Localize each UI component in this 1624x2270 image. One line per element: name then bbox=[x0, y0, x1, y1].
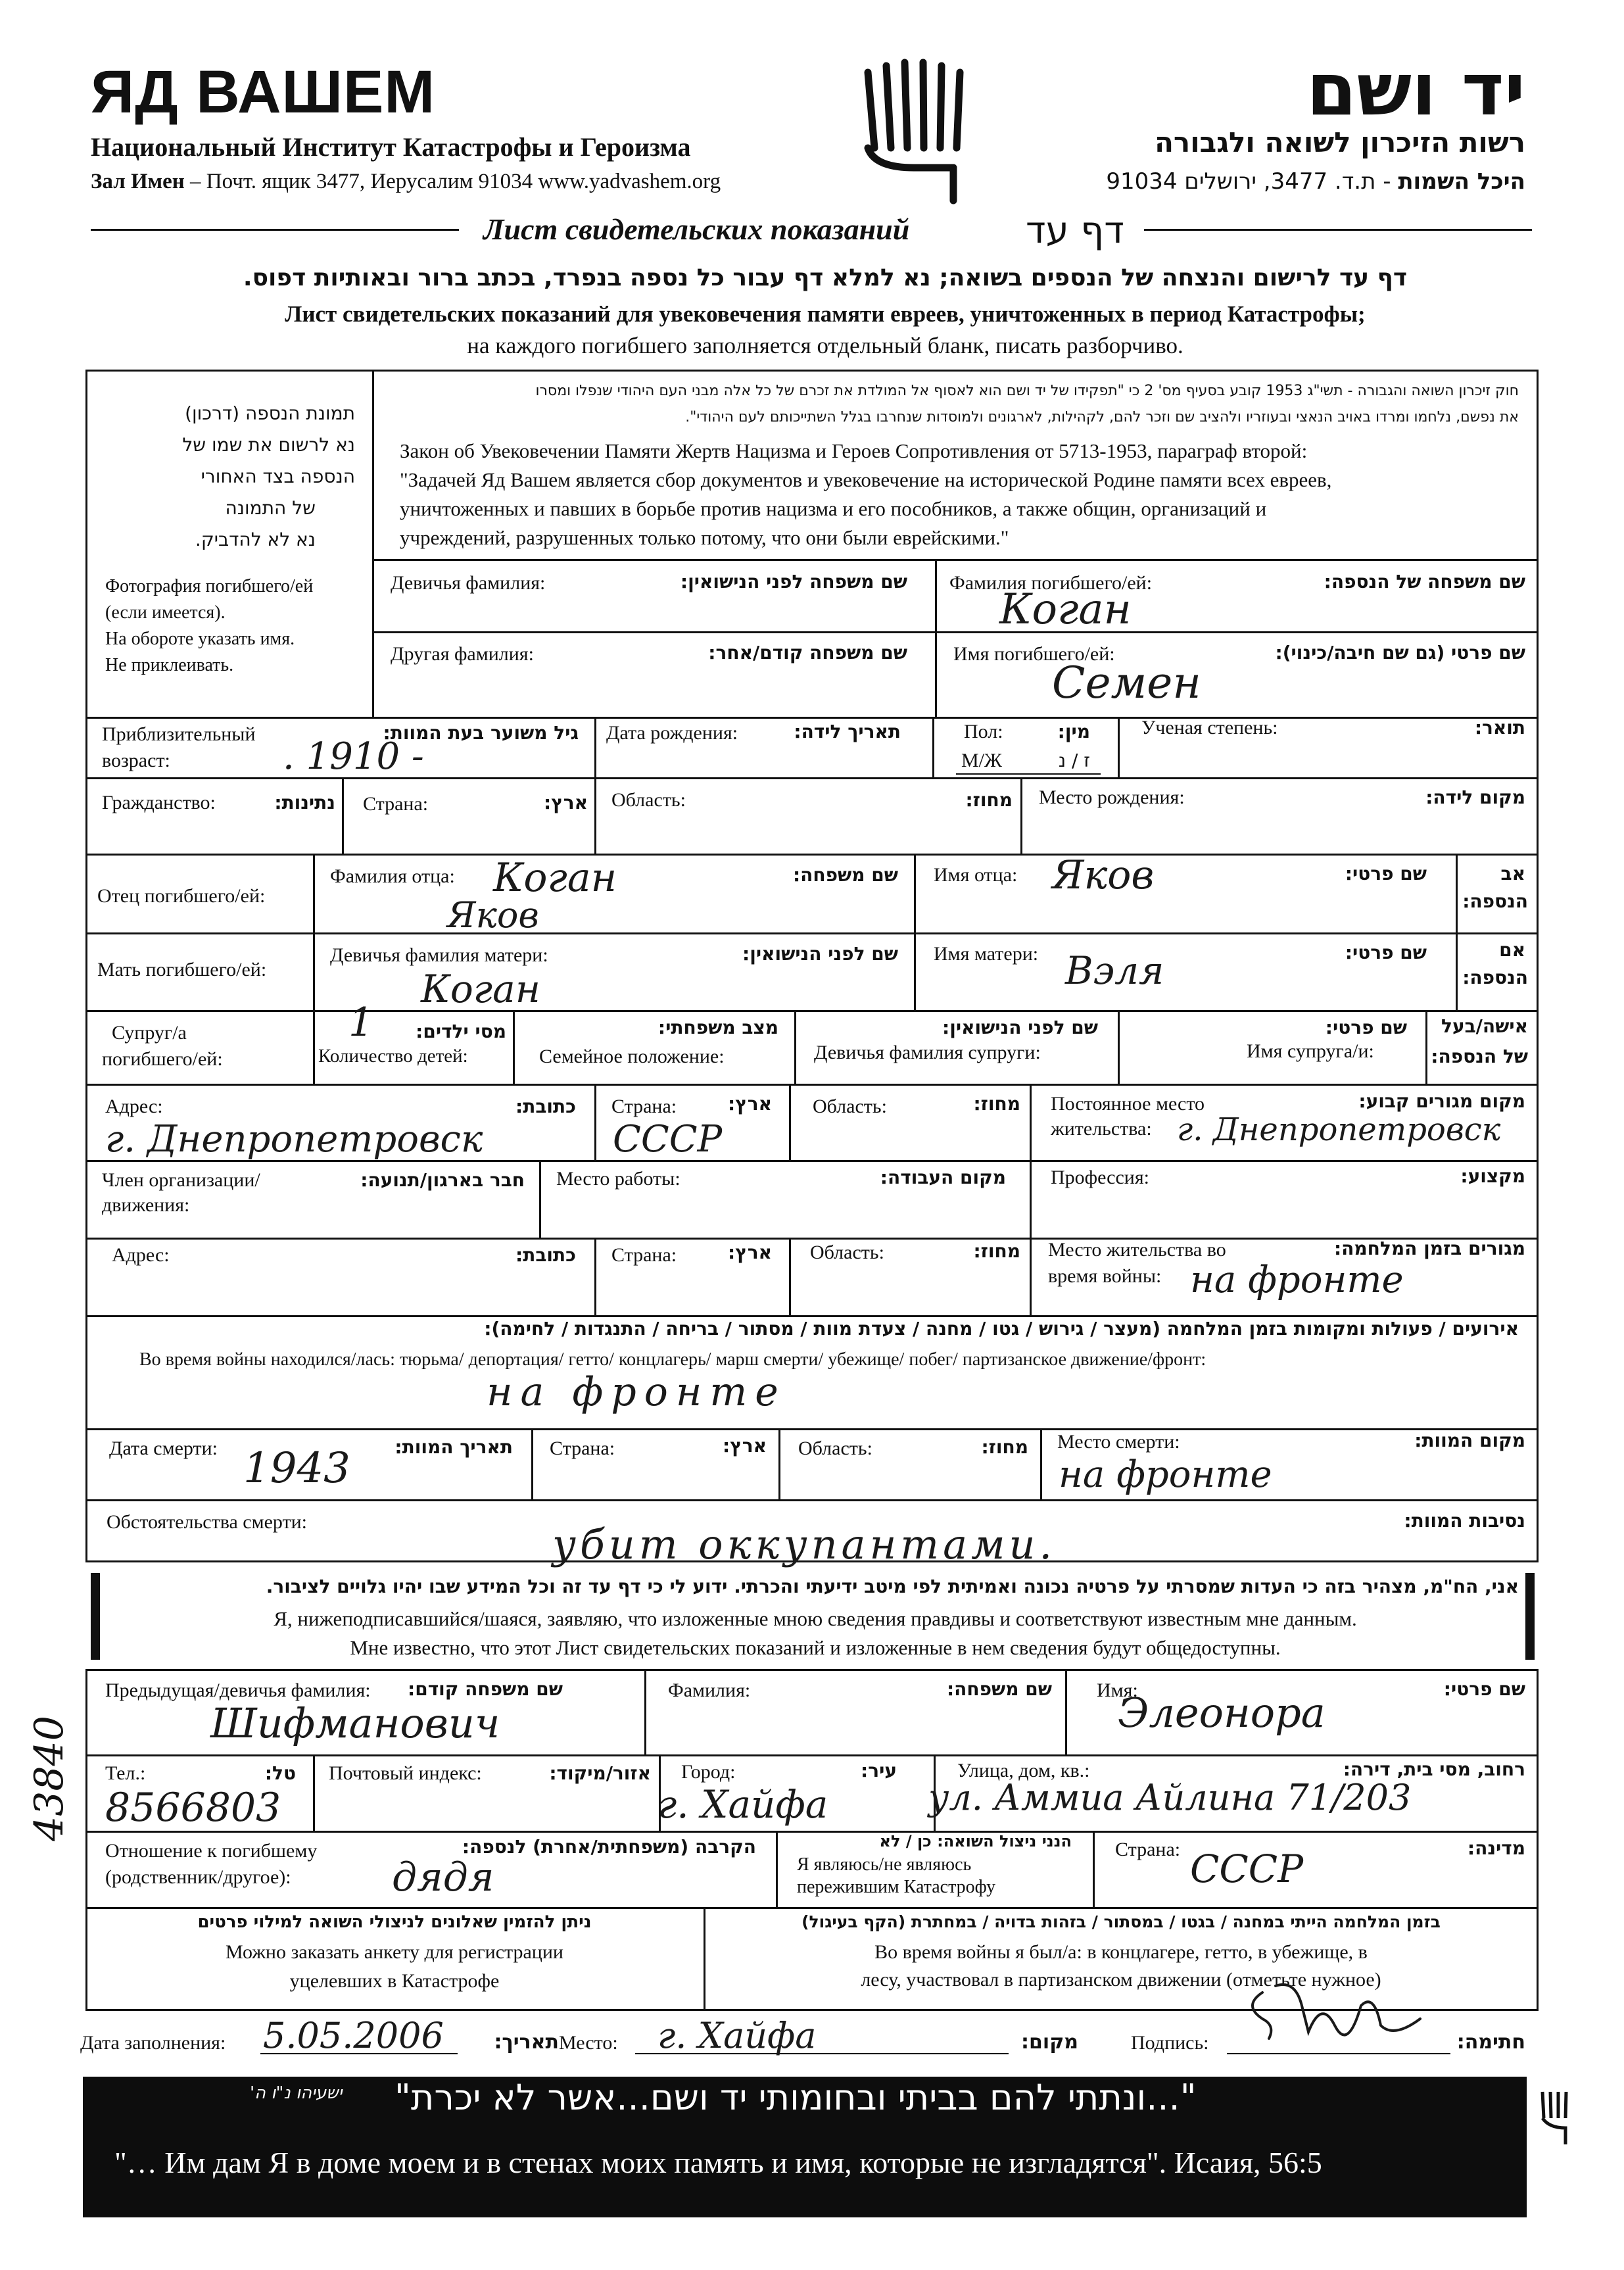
he-title: יד ושם bbox=[1306, 47, 1525, 132]
death-date-label-he: תאריך המוות: bbox=[394, 1436, 513, 1458]
rule-sub-row2 bbox=[85, 1754, 1539, 1756]
death-date-label: Дата смерти: bbox=[109, 1437, 218, 1459]
declaration-ru-1: Я, нижеподписавшийся/шаяся, заявляю, что изложенные мною сведения правдивы и соответствуют известным мне данным. bbox=[274, 1607, 1357, 1630]
surname-value[interactable]: Коган bbox=[999, 585, 1132, 634]
ru-instruction-1: Лист свидетельских показаний для увековечения памяти евреев, уничтоженных в период Катастрофы; bbox=[285, 301, 1366, 327]
he-instruction: דף עד לרישום והנצחה של הנספים בשואה; נא למלא דף עבור כל נספה בנפרד, בכתב ברור ובאותיות דפוס. bbox=[243, 264, 1408, 291]
age-div-2 bbox=[932, 717, 934, 777]
war-country-label: Страна: bbox=[611, 1244, 677, 1266]
workplace-label-he: מקום העבודה: bbox=[880, 1167, 1006, 1188]
zip-label-he: אזור/מיקוד: bbox=[549, 1762, 651, 1784]
order-note-he: ניתן להזמין שאלונים לניצולי השואה למילוי פרטים bbox=[197, 1912, 592, 1932]
law-ru-2: "Задачей Яд Вашем является сбор документов и увековечение на исторической Родине памяти всех евреев, bbox=[400, 468, 1332, 491]
circumstances-label-he: נסיבות המוות: bbox=[1404, 1510, 1525, 1532]
tel-value[interactable]: 8566803 bbox=[105, 1785, 281, 1831]
residence-label-he: מקום מגורים קבוע: bbox=[1358, 1090, 1525, 1112]
war-residence-value[interactable]: на фронте bbox=[1190, 1259, 1404, 1301]
submitter-country-label: Страна: bbox=[1115, 1839, 1181, 1860]
age-label-he: גיל משוער בעת המוות: bbox=[383, 722, 579, 744]
rule-spouse-top bbox=[85, 1010, 1539, 1012]
organization-label-he: חבר בארגון/תנועה: bbox=[360, 1169, 525, 1191]
war-country-label-he: ארץ: bbox=[728, 1242, 772, 1263]
age-div-1 bbox=[594, 717, 596, 777]
residence-label-2: жительства: bbox=[1051, 1118, 1152, 1140]
rule-org-top bbox=[85, 1160, 1539, 1162]
mother-maiden-value[interactable]: Коган bbox=[421, 967, 540, 1011]
street-label: Улица, дом, кв.: bbox=[957, 1760, 1090, 1781]
rule-names-top bbox=[372, 559, 1539, 561]
marital-label: Семейное положение: bbox=[539, 1046, 725, 1067]
submitter-surname-label: Фамилия: bbox=[668, 1679, 751, 1701]
age-value[interactable]: . 1910 - bbox=[283, 735, 424, 778]
city-label: Город: bbox=[681, 1761, 736, 1783]
organization-label-2: движения: bbox=[102, 1194, 190, 1216]
death-country-label: Страна: bbox=[550, 1437, 615, 1459]
signature-label-he: חתימה: bbox=[1456, 2031, 1525, 2054]
mother-maiden-label: Девичья фамилия матери: bbox=[330, 944, 548, 966]
footer-ru-quote: "… Им дам Я в доме моем и в стенах моих память и имя, которые не изгладятся". Исаия, 56:5 bbox=[114, 2146, 1322, 2179]
children-label: Количество детей: bbox=[318, 1046, 468, 1067]
fill-date-value[interactable]: 5.05.2006 bbox=[263, 2015, 444, 2056]
rule-death-top bbox=[85, 1428, 1539, 1430]
signature-label: Подпись: bbox=[1131, 2032, 1209, 2054]
rule-mother-top bbox=[85, 932, 1539, 934]
order-note-2: уцелевших в Катастрофе bbox=[289, 1970, 500, 1992]
footer-he-quote: "...ונתתי להם בביתי ובחומותי יד ושם...אשר לא יכרת" bbox=[394, 2077, 1197, 2118]
events-value[interactable]: на фронте bbox=[487, 1369, 786, 1415]
children-value[interactable]: 1 bbox=[348, 1000, 374, 1046]
address-country-label-he: ארץ: bbox=[728, 1093, 772, 1115]
tel-label: Тел.: bbox=[105, 1762, 146, 1784]
sub-div-1 bbox=[644, 1669, 646, 1754]
relation-value[interactable]: дядя bbox=[392, 1854, 494, 1900]
relation-label-1: Отношение к погибшему bbox=[105, 1840, 318, 1862]
org-div-1 bbox=[539, 1160, 541, 1238]
events-label-he: אירועים / פעולות ומקומות בזמן המלחמה (מעצר / גירוש / גטו / מחנה / צעדת מוות / מסתור / בריחה / התנגדות / לחימה): bbox=[484, 1318, 1519, 1340]
zip-label: Почтовый индекс: bbox=[329, 1762, 482, 1784]
photo-ru-3: На обороте указать имя. bbox=[105, 629, 295, 649]
ru-instruction-2: на каждого погибшего заполняется отдельный бланк, писать разборчиво. bbox=[467, 333, 1183, 358]
submitter-prev-value[interactable]: Шифманович bbox=[210, 1699, 500, 1747]
address-country-label: Страна: bbox=[611, 1096, 677, 1117]
fill-place-value[interactable]: г. Хайфа bbox=[657, 2015, 817, 2056]
declaration-he: אני, הח"מ, מצהיר בזה כי העדות שמסרתי על פרטיה נכונה ואמיתית לפי מיטב ידיעתי והכרתי. ידוע לי כי דף עד זה וכל המידע שבו יהיו גלויים לציבור. bbox=[266, 1576, 1519, 1597]
rule-waraddr-top bbox=[85, 1238, 1539, 1240]
signature-mark[interactable] bbox=[1236, 1966, 1433, 2065]
city-label-he: עיר: bbox=[861, 1760, 897, 1781]
yad-vashem-logo bbox=[855, 56, 980, 207]
rule-citizen-top bbox=[85, 777, 1539, 779]
father-he-2: הנספה: bbox=[1462, 890, 1528, 912]
photo-ru-4: Не приклеивать. bbox=[105, 655, 234, 675]
spouse-he-2: של הנספה: bbox=[1431, 1046, 1528, 1067]
war-region-label-he: מחוז: bbox=[973, 1240, 1020, 1262]
sex-options-he[interactable]: ז / נ bbox=[1058, 750, 1090, 771]
waraddr-div-1 bbox=[594, 1238, 596, 1315]
photo-ru-1: Фотография погибшего/ей bbox=[105, 576, 314, 596]
surname-label-he: שם משפחה של הנספה: bbox=[1324, 571, 1525, 592]
spouse-name-label-he: שם פרטי: bbox=[1325, 1017, 1407, 1038]
region-label: Область: bbox=[611, 789, 686, 811]
submitter-surname-label-he: שם משפחה: bbox=[946, 1678, 1052, 1700]
mother-maiden-label-he: שם לפני הנישואין: bbox=[742, 943, 898, 965]
circumstances-label: Обстоятельства смерти: bbox=[107, 1511, 307, 1533]
country-label-he: ארץ: bbox=[544, 792, 588, 813]
rule-sub-row4 bbox=[85, 1907, 1539, 1909]
sub-row3-div-2 bbox=[1093, 1831, 1095, 1907]
spouse-div-3 bbox=[794, 1010, 796, 1084]
birthplace-label-he: מקום לידה: bbox=[1425, 786, 1525, 808]
sub-row3-div-1 bbox=[776, 1831, 778, 1907]
surname-label: Фамилия погибшего/ей: bbox=[949, 572, 1153, 594]
small-logo-icon bbox=[1536, 2089, 1575, 2148]
relation-label-2: (родственник/другое): bbox=[105, 1866, 291, 1888]
order-note-1: Можно заказать анкету для регистрации bbox=[226, 1941, 563, 1963]
citizenship-label-he: נתינות: bbox=[274, 792, 335, 813]
sex-options[interactable]: М/Ж bbox=[961, 750, 1002, 771]
firstname-value[interactable]: Семен bbox=[1052, 658, 1201, 708]
submitter-name-value[interactable]: Элеонора bbox=[1118, 1689, 1325, 1737]
photo-he-4: של התמונה bbox=[225, 497, 316, 519]
waraddr-div-2 bbox=[789, 1238, 791, 1315]
spouse-maiden-label-he: שם לפני הנישואין: bbox=[942, 1017, 1098, 1038]
submitter-country-value[interactable]: СССР bbox=[1190, 1847, 1304, 1891]
father-surname-value-2[interactable]: Яков bbox=[447, 894, 539, 936]
maiden-name-label-he: שם משפחה לפני הנישואין: bbox=[680, 571, 907, 592]
ru-address: – Почт. ящик 3477, Иерусалим 91034 www.yadvashem.org bbox=[184, 170, 721, 193]
mother-he-1: אם bbox=[1499, 939, 1525, 961]
mother-name-label: Имя матери: bbox=[934, 943, 1039, 965]
header-rule-left bbox=[91, 229, 459, 231]
fill-place-label: Место: bbox=[559, 2032, 618, 2054]
org-div-2 bbox=[1030, 1160, 1032, 1238]
street-value[interactable]: ул. Аммиа Айлина 71/203 bbox=[928, 1777, 1412, 1818]
rule-father-top bbox=[85, 854, 1539, 856]
region-label-he: מחוז: bbox=[965, 789, 1013, 811]
address-country-value[interactable]: СССР bbox=[613, 1118, 723, 1161]
sex-underline bbox=[956, 773, 1101, 775]
waraddr-div-3 bbox=[1030, 1238, 1032, 1315]
war-address-label: Адрес: bbox=[112, 1244, 170, 1266]
sub-row4-div-1 bbox=[704, 1907, 705, 2011]
citizen-div-1 bbox=[342, 777, 344, 854]
address-div-3 bbox=[1030, 1084, 1032, 1160]
rule-age-top bbox=[85, 717, 1539, 719]
war-address-label-he: כתובת: bbox=[515, 1244, 576, 1266]
ru-institute: Национальный Институт Катастрофы и Героизма bbox=[91, 132, 691, 162]
mother-name-label-he: שם פרטי: bbox=[1345, 942, 1427, 963]
names-divider bbox=[935, 559, 937, 717]
rule-address-top bbox=[85, 1084, 1539, 1086]
law-he-1: חוק זיכרון השואה והגבורה - תשי"ג 1953 קובע בסעיף מס' 2 כי "תפקידו של יד ושם הוא לאסוף אל המולדת את זכרם של כל אלה מבני העם היהודי שנפלו ומסרו bbox=[535, 383, 1519, 399]
ru-form-title: Лист свидетельских показаний bbox=[483, 212, 910, 246]
submitter-prev-label-he: שם משפחה קודם: bbox=[408, 1678, 563, 1700]
workplace-label: Место работы: bbox=[556, 1168, 681, 1190]
war-note-1[interactable]: Во время войны я был/а: в концлагере, гетто, в убежище, в bbox=[874, 1941, 1368, 1963]
tel-label-he: טל: bbox=[264, 1762, 296, 1784]
degree-label-he: תואר: bbox=[1474, 717, 1525, 738]
photo-he-1: תמונת הנספה (דרכון) bbox=[185, 402, 355, 424]
survivor-label-2[interactable]: пережившим Катастрофу bbox=[797, 1877, 996, 1897]
war-region-label: Область: bbox=[810, 1242, 884, 1263]
citizen-div-3 bbox=[1020, 777, 1022, 854]
he-hall-name: היכל השמות bbox=[1398, 168, 1525, 195]
address-region-label: Область: bbox=[813, 1096, 887, 1117]
death-place-label-he: מקום המוות: bbox=[1414, 1430, 1525, 1451]
country-label: Страна: bbox=[363, 793, 429, 815]
footer-he-source: ישעיהו נ"ו ה' bbox=[250, 2083, 343, 2103]
children-label-he: מסי ילדים: bbox=[416, 1021, 506, 1042]
father-name-label-he: שם פרטי: bbox=[1345, 863, 1427, 884]
profession-label: Профессия: bbox=[1051, 1167, 1149, 1188]
declaration-bar-right bbox=[1525, 1573, 1535, 1660]
war-residence-label-2: время войны: bbox=[1048, 1265, 1162, 1287]
fill-date-label: Дата заполнения: bbox=[80, 2032, 226, 2054]
death-region-label: Область: bbox=[798, 1437, 872, 1459]
address-value[interactable]: г. Днепропетровск bbox=[105, 1118, 483, 1161]
age-label-2: возраст: bbox=[102, 750, 170, 771]
death-date-value[interactable]: 1943 bbox=[243, 1444, 350, 1493]
photo-he-2: נא לרשום את שמו של bbox=[182, 434, 355, 456]
photo-divider bbox=[372, 370, 374, 717]
rule-sub-row3 bbox=[85, 1831, 1539, 1833]
mother-name-value[interactable]: Вэля bbox=[1065, 948, 1164, 993]
other-surname-label: Другая фамилия: bbox=[391, 643, 534, 665]
war-note-2[interactable]: лесу, участвовал в партизанском движении (отметьте нужное) bbox=[861, 1969, 1381, 1991]
rule-circ-top bbox=[85, 1499, 1539, 1501]
organization-label-1: Член организации/ bbox=[102, 1169, 260, 1191]
law-ru-3: уничтоженных и павших в борьбе против нацизма и его пособников, а также общин, организаций и bbox=[400, 497, 1267, 520]
law-ru-4: учреждений, разрушенных только потому, что они были еврейскими." bbox=[400, 526, 1009, 549]
degree-label: Ученая степень: bbox=[1141, 717, 1278, 738]
fill-place-label-he: מקום: bbox=[1021, 2031, 1078, 2054]
parents-div-2 bbox=[914, 854, 916, 1010]
law-he-2: את נפשם, נלחמו ומרדו באויב הנאצי ובעוזריו ולהציב שם וזכר להם, לקהילות, לארגונים ולמוסדות שנחרבו בגלל השתייכותם לעם היהודי". bbox=[685, 409, 1519, 425]
residence-value[interactable]: г. Днепропетровск bbox=[1177, 1111, 1501, 1148]
fill-date-label-he: תאריך: bbox=[494, 2031, 559, 2054]
birthdate-label: Дата рождения: bbox=[606, 722, 738, 744]
death-div-2 bbox=[778, 1428, 780, 1499]
address-label: Адрес: bbox=[105, 1096, 163, 1117]
citizen-div-2 bbox=[594, 777, 596, 854]
spouse-div-5 bbox=[1425, 1010, 1427, 1084]
street-label-he: רחוב, מסי בית, דירה: bbox=[1343, 1758, 1525, 1780]
address-div-2 bbox=[789, 1084, 791, 1160]
spouse-div-1 bbox=[313, 1010, 315, 1084]
death-place-value[interactable]: на фронте bbox=[1059, 1453, 1272, 1496]
submitter-country-label-he: מדינה: bbox=[1467, 1837, 1525, 1859]
address-div-1 bbox=[594, 1084, 596, 1160]
sub-row2-div-1 bbox=[313, 1754, 315, 1831]
he-form-title: דף עד bbox=[1026, 209, 1124, 252]
father-name-value[interactable]: Яков bbox=[1052, 852, 1155, 898]
he-authority: רשות הזיכרון לשואה ולגבורה bbox=[1155, 126, 1525, 158]
marital-label-he: מצב משפחתי: bbox=[657, 1017, 778, 1038]
photo-he-5: נא לא להדביק. bbox=[195, 529, 316, 550]
death-place-label: Место смерти: bbox=[1057, 1431, 1180, 1453]
war-note-he: בזמן המלחמה הייתי במחנה / בגטו / במסתור / בזהות בדויה / במחתרת (הקף בעיגול) bbox=[801, 1912, 1441, 1931]
relation-label-he: הקרבה (משפחתית/אחרת) לנספה: bbox=[462, 1836, 756, 1858]
parents-div-1 bbox=[313, 854, 315, 1010]
events-label: Во время войны находился/лась: тюрьма/ депортация/ гетто/ концлагерь/ марш смерти/ убежище/ побег/ партизанское движение/фронт: bbox=[139, 1349, 1206, 1370]
mother-he-2: הנספה: bbox=[1462, 967, 1528, 988]
maiden-name-label: Девичья фамилия: bbox=[391, 572, 546, 594]
birthplace-label: Место рождения: bbox=[1039, 786, 1185, 808]
rule-names-mid bbox=[372, 631, 1539, 633]
citizenship-label: Гражданство: bbox=[102, 792, 216, 813]
rule-events-top bbox=[85, 1315, 1539, 1317]
death-div-1 bbox=[531, 1428, 533, 1499]
submitter-prev-label: Предыдущая/девичья фамилия: bbox=[105, 1679, 371, 1701]
submitter-name-label: Имя: bbox=[1097, 1679, 1138, 1701]
declaration-bar-left bbox=[91, 1573, 100, 1660]
he-address: - ת.ד. 3477, ירושלים 91034 bbox=[1106, 168, 1398, 195]
law-ru-1: Закон об Увековечении Памяти Жертв Нацизма и Героев Сопротивления от 5713-1953, параграф второй: bbox=[400, 439, 1308, 462]
ru-hall-name: Зал Имен bbox=[91, 170, 185, 193]
declaration-ru-2: Мне известно, что этот Лист свидетельских показаний и изложенные в нем сведения будут общедоступны. bbox=[350, 1636, 1281, 1659]
spouse-name-label: Имя супруга/и: bbox=[1247, 1040, 1374, 1062]
firstname-label-he: שם פרטי (גם שם חיבה/כינוי): bbox=[1275, 642, 1525, 664]
spouse-div-4 bbox=[1118, 1010, 1120, 1084]
address-region-label-he: מחוז: bbox=[973, 1093, 1020, 1115]
circumstances-value[interactable]: убит оккупантами. bbox=[552, 1520, 1057, 1568]
father-surname-label: Фамилия отца: bbox=[330, 865, 455, 887]
spouse-label-2: погибшего/ей: bbox=[102, 1048, 223, 1070]
spouse-label-1: Супруг/а bbox=[112, 1022, 187, 1044]
spouse-div-2 bbox=[513, 1010, 515, 1084]
survivor-label-he[interactable]: הנני ניצול השואה: כן / לא bbox=[879, 1832, 1072, 1850]
photo-ru-2: (если имеется). bbox=[105, 602, 226, 623]
father-label: Отец погибшего/ей: bbox=[97, 885, 266, 907]
age-label-1: Приблизительный bbox=[102, 723, 256, 745]
age-div-3 bbox=[1118, 717, 1120, 777]
father-surname-value-1[interactable]: Коган bbox=[493, 855, 617, 901]
death-region-label-he: מחוז: bbox=[981, 1436, 1028, 1458]
address-label-he: כתובת: bbox=[515, 1096, 576, 1117]
profession-label-he: מקצוע: bbox=[1460, 1165, 1525, 1187]
father-he-1: אב bbox=[1500, 863, 1525, 884]
photo-he-3: הנספה בצד האחורי bbox=[201, 466, 355, 487]
sex-label-he: מין: bbox=[1057, 721, 1090, 742]
residence-label-1: Постоянное место bbox=[1051, 1093, 1205, 1115]
death-div-3 bbox=[1040, 1428, 1042, 1499]
spouse-he-1: אישה/בעל bbox=[1441, 1015, 1528, 1037]
mother-label: Мать погибшего/ей: bbox=[97, 959, 267, 980]
side-number: 43840 bbox=[26, 1716, 72, 1841]
ru-address-line bbox=[91, 170, 721, 194]
ru-title: ЯД ВАШЕМ bbox=[91, 59, 435, 126]
header-rule-right bbox=[1144, 229, 1532, 231]
other-surname-label-he: שם משפחה קודם/אחר: bbox=[708, 642, 907, 664]
spouse-maiden-label: Девичья фамилия супруги: bbox=[814, 1042, 1041, 1063]
war-residence-label-1: Место жительства во bbox=[1048, 1239, 1226, 1261]
war-residence-label-he: מגורים בזמן המלחמה: bbox=[1333, 1238, 1525, 1259]
sub-div-2 bbox=[1065, 1669, 1067, 1754]
submitter-name-label-he: שם פרטי: bbox=[1443, 1678, 1525, 1700]
birthdate-label-he: תאריך לידה: bbox=[794, 721, 901, 742]
survivor-label-1[interactable]: Я являюсь/не являюсь bbox=[797, 1854, 972, 1875]
firstname-label: Имя погибшего/ей: bbox=[953, 643, 1115, 665]
sex-label: Пол: bbox=[964, 721, 1003, 742]
parents-div-3 bbox=[1456, 854, 1458, 1010]
father-name-label: Имя отца: bbox=[934, 864, 1018, 886]
he-address-line bbox=[1106, 168, 1525, 195]
father-surname-label-he: שם משפחה: bbox=[792, 864, 898, 886]
death-country-label-he: ארץ: bbox=[723, 1435, 767, 1457]
city-value[interactable]: г. Хайфа bbox=[657, 1782, 828, 1827]
